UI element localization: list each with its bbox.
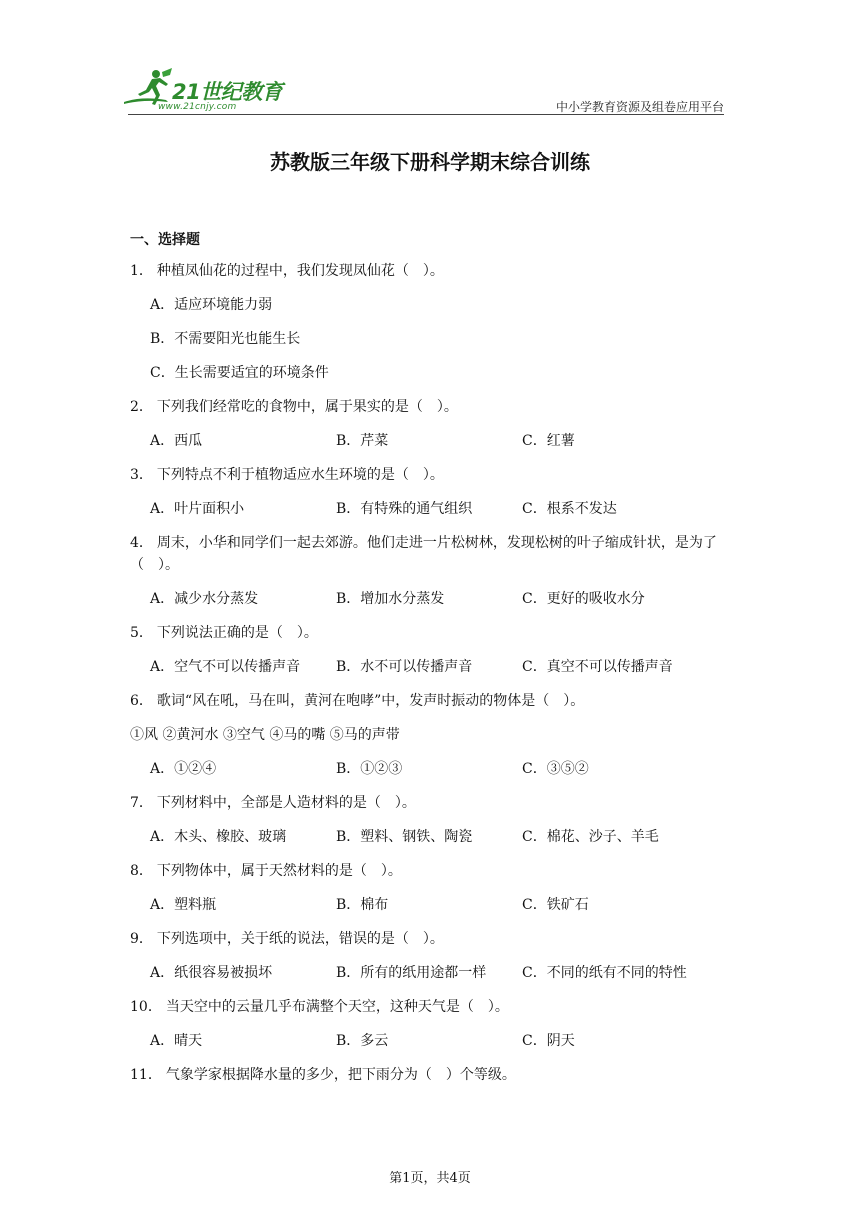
question-extra: ①风 ②黄河水 ③空气 ④马的嘴 ⑤马的声带 <box>130 727 400 743</box>
question-11 <box>130 1058 730 1092</box>
option-b: B．有特殊的通气组织 <box>336 501 473 517</box>
question-6 <box>130 684 730 786</box>
question-7 <box>130 786 730 854</box>
options <box>130 820 730 854</box>
question-stem: 3． 下列特点不利于植物适应水生环境的是（ ）。 <box>130 467 444 483</box>
question-1 <box>130 254 730 390</box>
option-c: C．铁矿石 <box>522 897 589 913</box>
options <box>130 752 730 786</box>
logo-url-text: www.21cnjy.com <box>158 102 237 112</box>
option-b: B．棉布 <box>336 897 389 913</box>
option-a: A．西瓜 <box>150 433 203 449</box>
question-3 <box>130 458 730 526</box>
option-b: B．所有的纸用途都一样 <box>336 965 487 981</box>
option-a: A．适应环境能力弱 <box>150 297 273 313</box>
option-c: C．③⑤② <box>522 761 589 777</box>
option-c: C．根系不发达 <box>522 501 617 517</box>
options <box>130 650 730 684</box>
question-8 <box>130 854 730 922</box>
option-b: B．增加水分蒸发 <box>336 591 445 607</box>
question-stem: 8． 下列物体中，属于天然材料的是（ ）。 <box>130 863 402 879</box>
option-c: C．阴天 <box>522 1033 575 1049</box>
platform-name: 中小学教育资源及组卷应用平台 <box>555 100 724 114</box>
option-b: B．多云 <box>336 1033 389 1049</box>
option-c: C．真空不可以传播声音 <box>522 659 673 675</box>
option-a: A．晴天 <box>150 1033 203 1049</box>
question-stem: 9． 下列选项中，关于纸的说法，错误的是（ ）。 <box>130 931 444 947</box>
question-stem: 5． 下列说法正确的是（ ）。 <box>130 625 318 641</box>
option-a: A．纸很容易被损坏 <box>150 965 273 981</box>
question-5 <box>130 616 730 684</box>
options <box>130 888 730 922</box>
header-divider <box>128 114 724 115</box>
option-a: A．减少水分蒸发 <box>150 591 259 607</box>
section-heading: 一、选择题 <box>130 232 200 248</box>
option-a: A．木头、橡胶、玻璃 <box>150 829 287 845</box>
options <box>130 1024 730 1058</box>
question-4 <box>130 526 730 616</box>
option-c: C．棉花、沙子、羊毛 <box>522 829 659 845</box>
logo <box>122 66 292 114</box>
question-stem: 6． 歌词“风在吼，马在叫，黄河在咆哮”中，发声时振动的物体是（ ）。 <box>130 693 585 709</box>
option-b: B．塑料、钢铁、陶瓷 <box>336 829 473 845</box>
question-stem: 2． 下列我们经常吃的食物中，属于果实的是（ ）。 <box>130 399 458 415</box>
option-b: B．芹菜 <box>336 433 389 449</box>
page-footer: 第1页，共4页 <box>389 1171 471 1186</box>
page-title: 苏教版三年级下册科学期末综合训练 <box>270 150 590 174</box>
option-b: B．不需要阳光也能生长 <box>150 331 301 347</box>
option-a: A．叶片面积小 <box>150 501 245 517</box>
question-stem: 10． 当天空中的云量几乎布满整个天空，这种天气是（ ）。 <box>130 999 509 1015</box>
option-c: C．生长需要适宜的环境条件 <box>150 365 329 381</box>
options <box>130 492 730 526</box>
option-a: A．空气不可以传播声音 <box>150 659 301 675</box>
options <box>130 424 730 458</box>
options <box>130 956 730 990</box>
option-a: A．①②④ <box>150 761 217 777</box>
options <box>130 288 730 390</box>
question-2 <box>130 390 730 458</box>
question-10 <box>130 990 730 1058</box>
page-header <box>0 0 860 120</box>
question-list <box>130 254 730 1092</box>
option-c: C．红薯 <box>522 433 575 449</box>
question-9 <box>130 922 730 990</box>
option-a: A．塑料瓶 <box>150 897 217 913</box>
question-stem: 7． 下列材料中，全部是人造材料的是（ ）。 <box>130 795 416 811</box>
question-stem: 4． 周末，小华和同学们一起去郊游。他们走进一片松树林，发现松树的叶子缩成针状，是为了（ ）。 <box>130 535 717 573</box>
options <box>130 582 730 616</box>
option-b: B．水不可以传播声音 <box>336 659 473 675</box>
question-stem: 1． 种植凤仙花的过程中，我们发现凤仙花（ ）。 <box>130 263 444 279</box>
logo-brand-text: 21世纪教育 <box>172 80 283 104</box>
option-c: C．不同的纸有不同的特性 <box>522 965 687 981</box>
option-b: B．①②③ <box>336 761 403 777</box>
question-stem: 11． 气象学家根据降水量的多少，把下雨分为（ ）个等级。 <box>130 1067 516 1083</box>
option-c: C．更好的吸收水分 <box>522 591 645 607</box>
